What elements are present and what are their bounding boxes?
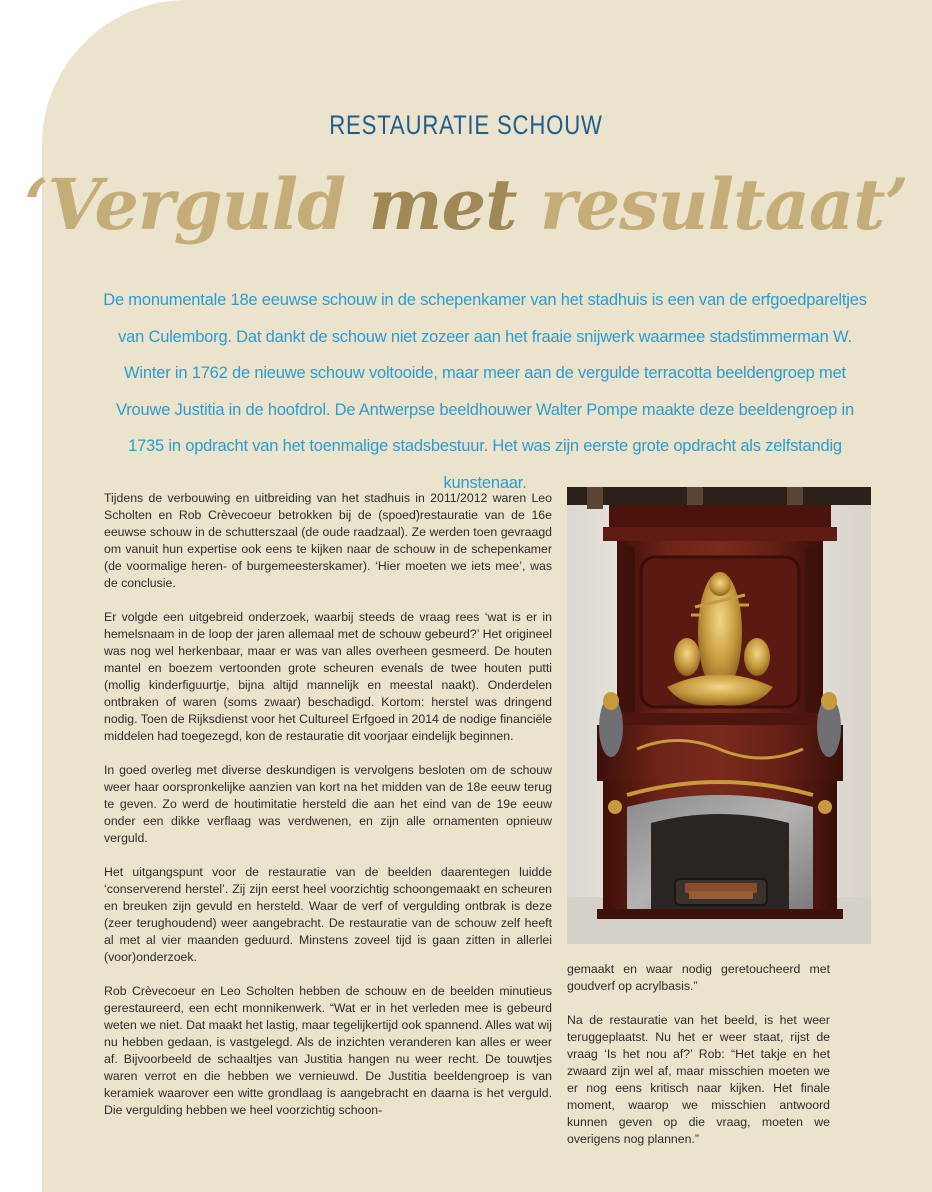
section-kicker: RESTAURATIE SCHOUW xyxy=(329,110,603,140)
body-paragraph: Tijdens de verbouwing en uitbreiding van het stadhuis in 2011/2012 waren Leo Scholten en Rob Crèvecoeur betrokken bij de (spoed)restauratie van de 16e eeuwse schouw in de schutterszaal (de oude raadzaal). Ze werden toen gevraagd om vanuit hun expertise ook eens te kijken naar de schouw in de schepenkamer (de voormalige heren- of burgemeesterskamer). ‘Hier moeten we iets mee’, was de conclusie. xyxy=(104,491,552,590)
body-paragraph: Na de restauratie van het beeld, is het weer teruggeplaatst. Nu het er weer staat, rijst de vraag ‘Is het nou af?’ Rob: “Het takje en het zwaard zijn wel af, maar misschien moeten we er nog eens kritisch naar kijken. Het finale moment, waarop we misschien antwoord kunnen geven op die vraag, moeten we overigens nog plannen.” xyxy=(567,1013,830,1146)
body-paragraph: Er volgde een uitgebreid onderzoek, waarbij steeds de vraag rees ‘wat is er in hemelsnaam in de loop der jaren allemaal met de schouw gebeurd?’ Het origineel was nog wel herkenbaar, maar er was van alles overheen gesmeerd. De houten mantel en boezem vertoonden grote scheuren evenals de twee houten putti (mollig kinderfiguurtje, bijna altijd mannelijk en meestal naakt). Onderdelen ontbraken of waren (soms zwaar) beschadigd. Kortom: herstel was dringend nodig. Toen de Rijksdienst voor het Cultureel Erfgoed in 2014 de nodige financiële middelen had toegezegd, kon de restauratie dit voorjaar eindelijk beginnen. xyxy=(104,610,552,743)
body-paragraph: Het uitgangspunt voor de restauratie van de beelden daarentegen luidde ‘conserverend herstel’. Zij zijn eerst heel voorzichtig schoongemaakt en scheuren en breuken zijn gevuld en hersteld. Waar de verf of vergulding ontbrak is deze (zeer terughoudend) weer aangebracht. De restauratie van de schouw zelf heeft al met al vier maanden geduurd. Minstens zoveel tijd is gaan zitten in allerlei (voor)onderzoek. xyxy=(104,865,552,964)
headline-part-1: ‘Verguld xyxy=(24,163,369,246)
article-column-left xyxy=(104,490,552,1136)
intro-paragraph: De monumentale 18e eeuwse schouw in de schepenkamer van het stadhuis is een van de erfgoedpareltjes van Culemborg. Dat dankt de schouw niet zozeer aan het fraaie snijwerk waarmee stadstimmerman W. Winter in 1762 de nieuwe schouw voltooide, maar meer aan de vergulde terracotta beeldengroep met Vrouwe Justitia in de hoofdrol. De Antwerpse beeldhouwer Walter Pompe maakte deze beeldengroep in 1735 in opdracht van het toenmalige stadsbestuur. Het was zijn eerste grote opdracht als zelfstandig kunstenaar. xyxy=(103,291,867,492)
body-paragraph: gemaakt en waar nodig geretoucheerd met goudverf op acrylbasis.” xyxy=(567,962,830,993)
body-paragraph: In goed overleg met diverse deskundigen is vervolgens besloten om de schouw weer haar oorspronkelijke aanzien van kort na het midden van de 18e eeuw terug te geven. Zo werd de houtimitatie hersteld die aan het eind van de 19e eeuw onder een dikke verflaag was verdwenen, en zijn alle ornamenten opnieuw verguld. xyxy=(104,763,552,845)
fireplace-photo xyxy=(567,487,871,944)
page-headline xyxy=(0,160,932,250)
article-column-right xyxy=(567,961,830,1165)
body-paragraph: Rob Crèvecoeur en Leo Scholten hebben de schouw en de beelden minutieus gerestaureerd, een echt monnikenwerk. “Wat er in het verleden mee is gebeurd weten we niet. Dat maakt het lastig, maar tegelijkertijd ook spannend. Alles wat wij nu hebben gedaan, is vastgelegd. Als de inzichten veranderen kan alles er weer af. Bijvoorbeeld de schaaltjes van Justitia hangen nu weer recht. De touwtjes waren verrot en die hebben we vernieuwd. De Justitia beeldengroep is van keramiek waarover een witte grondlaag is aangebracht en daarna is het verguld. Die vergulding hebben we heel voorzichtig schoon- xyxy=(104,984,552,1117)
headline-part-2: met xyxy=(368,163,517,246)
headline-part-3: resultaat’ xyxy=(516,163,908,246)
